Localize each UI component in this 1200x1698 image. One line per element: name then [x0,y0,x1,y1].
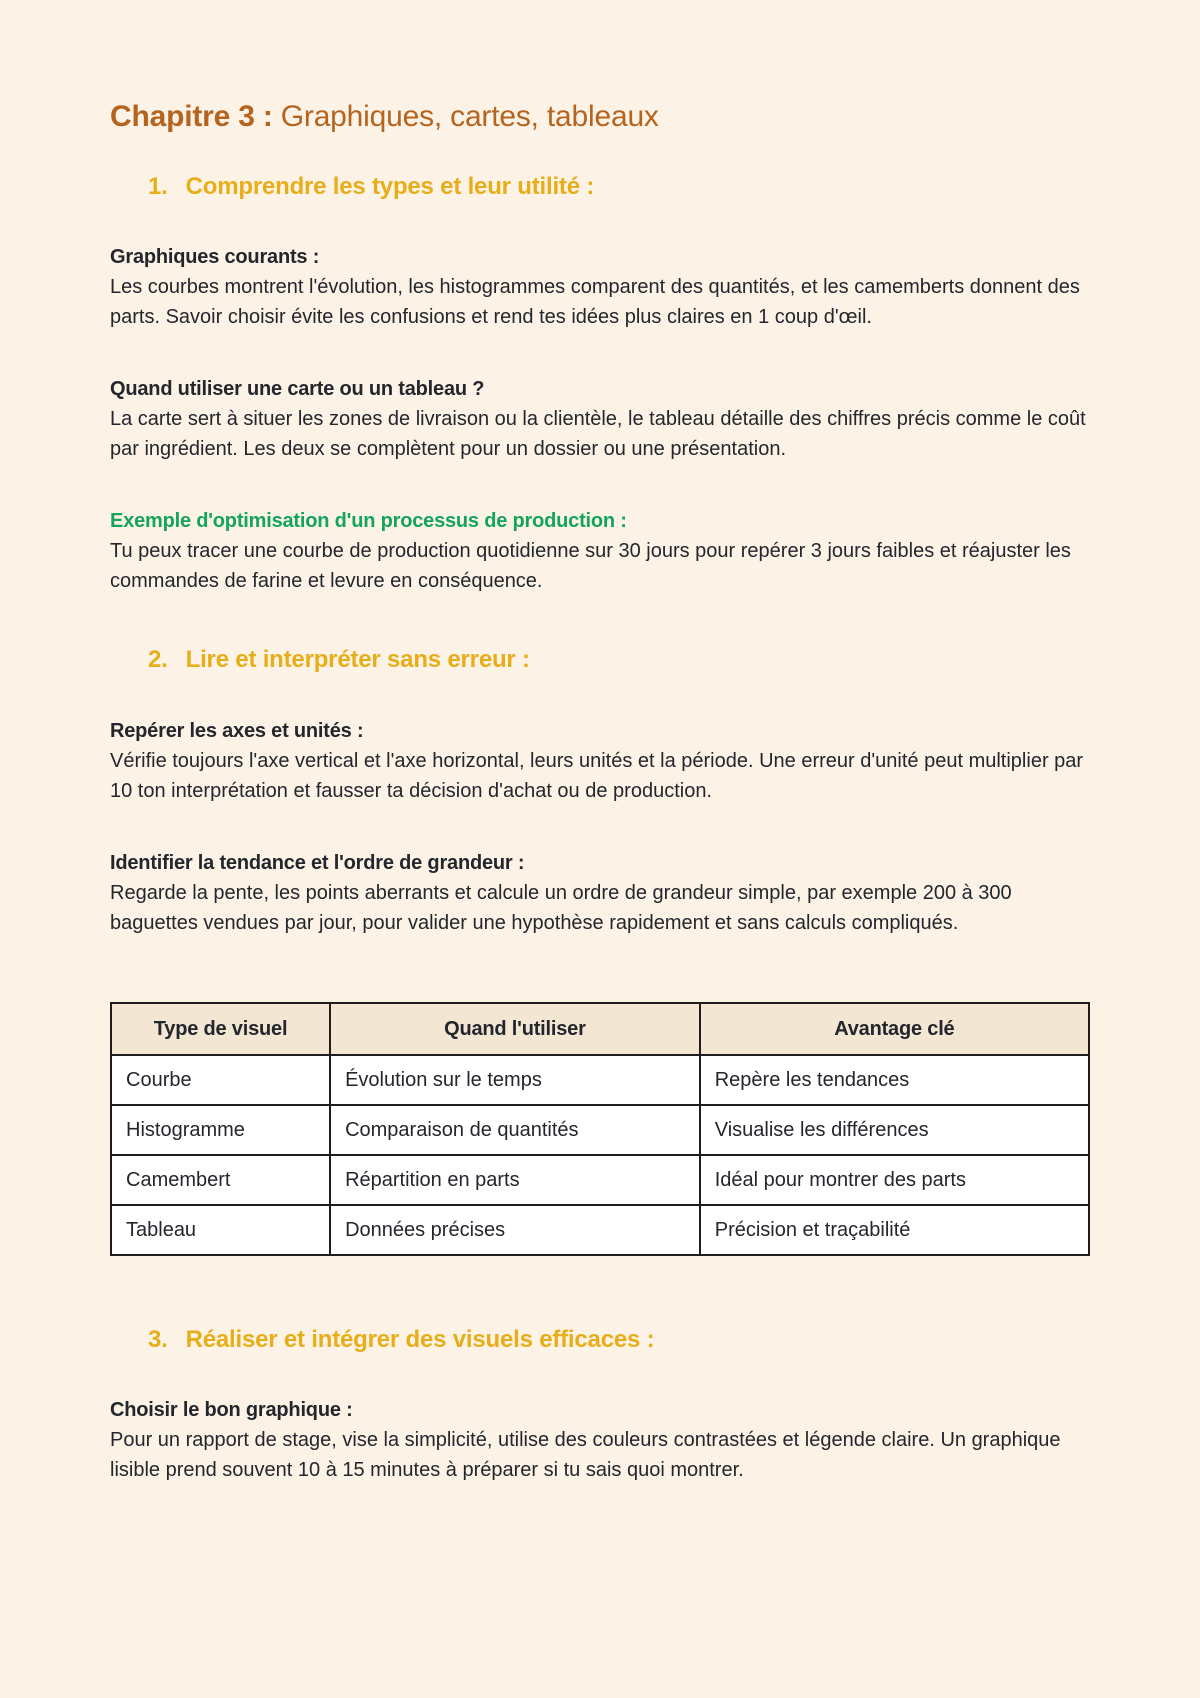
table-cell: Histogramme [111,1105,330,1155]
table-row [111,1055,1089,1105]
table-cell: Visualise les différences [700,1105,1089,1155]
table-cell: Tableau [111,1205,330,1255]
content-block [110,716,1090,806]
visuals-comparison-table [110,1002,1090,1256]
block-heading-example: Exemple d'optimisation d'un processus de production : [110,510,627,533]
section-title: Réaliser et intégrer des visuels efficaces : [185,1325,655,1353]
content-block [110,242,1090,332]
paragraph: La carte sert à situer les zones de livraison ou la clientèle, le tableau détaille des chiffres précis comme le coût par ingrédient. Les deux se complètent pour un dossier ou une présentation. [110,408,1086,461]
table-row [111,1155,1089,1205]
table-header-cell: Avantage clé [700,1003,1089,1055]
page-title [110,100,1090,135]
paragraph: Vérifie toujours l'axe vertical et l'axe horizontal, leurs unités et la période. Une erreur d'unité peut multiplier par 10 ton interprétation et fausser ta décision d'achat ou de production. [110,749,1084,802]
table-cell: Camembert [111,1155,330,1205]
content-block [110,848,1090,938]
content-block-example [110,506,1090,596]
content-block [110,374,1090,464]
table-row [111,1205,1089,1255]
section-number: 2. [148,646,168,674]
block-heading: Graphiques courants : [110,246,320,269]
block-heading: Identifier la tendance et l'ordre de grandeur : [110,851,525,874]
section-title: Comprendre les types et leur utilité : [185,172,595,200]
page-title-chapter: Chapitre 3 : [110,100,273,133]
paragraph: Tu peux tracer une courbe de production quotidienne sur 30 jours pour repérer 3 jours faibles et réajuster les commandes de farine et levure en conséquence. [110,540,1071,593]
table-cell: Courbe [111,1055,330,1105]
table-cell: Précision et traçabilité [700,1205,1089,1255]
paragraph: Pour un rapport de stage, vise la simplicité, utilise des couleurs contrastées et légende claire. Un graphique lisible prend souvent 10 à 15 minutes à préparer si tu sais quoi montrer. [110,1429,1061,1482]
section-heading-1 [148,173,1090,201]
table-cell: Données précises [330,1205,700,1255]
table-header-cell: Quand l'utiliser [330,1003,700,1055]
table-header-row [111,1003,1089,1055]
content-block [110,1395,1090,1485]
block-heading: Quand utiliser une carte ou un tableau ? [110,378,485,401]
block-heading: Repérer les axes et unités : [110,719,364,742]
table-cell: Idéal pour montrer des parts [700,1155,1089,1205]
section-heading-3 [148,1326,1090,1354]
paragraph: Les courbes montrent l'évolution, les histogrammes comparent des quantités, et les camemberts donnent des parts. Savoir choisir évite les confusions et rend tes idées plus claires en 1 coup d'œil. [110,276,1080,329]
table-cell: Repère les tendances [700,1055,1089,1105]
section-number: 1. [148,172,168,200]
table-header-cell: Type de visuel [111,1003,330,1055]
table-row [111,1105,1089,1155]
section-heading-2 [148,646,1090,674]
table-cell: Comparaison de quantités [330,1105,700,1155]
table-cell: Répartition en parts [330,1155,700,1205]
block-heading: Choisir le bon graphique : [110,1399,353,1422]
section-number: 3. [148,1325,168,1353]
paragraph: Regarde la pente, les points aberrants et calcule un ordre de grandeur simple, par exemple 200 à 300 baguettes vendues par jour, pour valider une hypothèse rapidement et sans calculs compliqués. [110,881,1012,934]
section-title: Lire et interpréter sans erreur : [185,646,530,674]
page-title-subject: Graphiques, cartes, tableaux [272,100,659,133]
table-cell: Évolution sur le temps [330,1055,700,1105]
